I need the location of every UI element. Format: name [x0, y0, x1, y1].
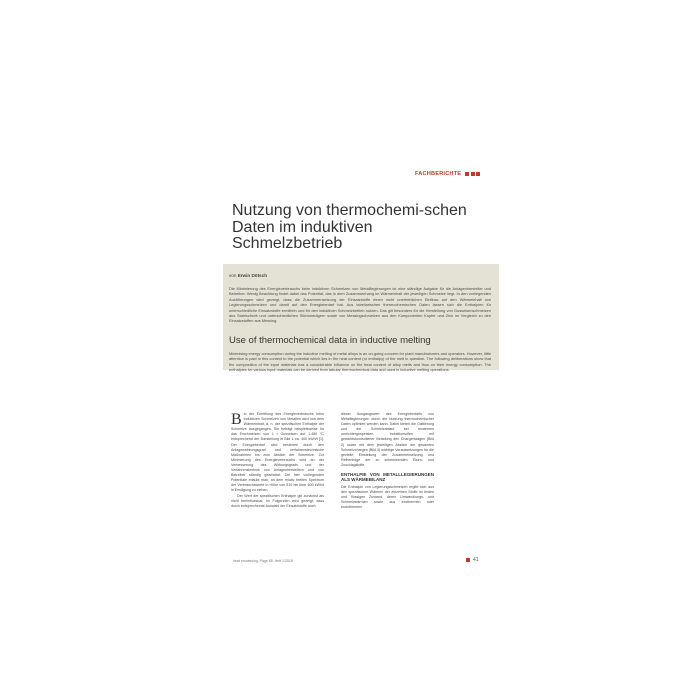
page-number: 41 [473, 557, 479, 563]
author-line [229, 273, 267, 278]
abstract-german: Die Minimierung des Energieverbrauchs beim induktiven Schmelzen von Metalllegierungen ist eine ständige Aufgabe für die Anlagenhersteller und Betreiber. Wenig Beachtung findet dabei das Potential, das in dem Zusammenhang im Wärmeinhalt der jeweiligen Schmelze liegt. In den vorliegenden Ausführungen wird gezeigt, dass die Zusammensetzung der Einsatzstoffe einen nicht unerheblichen Einfluss auf den Wärmeinhalt von Legierungsschmelzen und damit auf den Energiebedarf hat. Aus tabellarischen thermochemischen Daten lassen sich die Enthalpien für unterschiedliche Einsatzstoffe ermitteln und für den induktiven Schmelzbetrieb nutzen. Das gilt besonders für die Herstellung von Gusseisenschmelzen aus Stahlschrott und unterschiedlichen Siliziumträgern sowie von Messingschmelzen aus den Komponenten Kupfer und Zink im Vergleich zu den Einsatzstoffen aus Messing. [229, 286, 491, 324]
section-name: FACHBERICHTE [415, 171, 462, 177]
english-title: Use of thermochemical data in inductive melting [229, 335, 431, 346]
author-prefix: von [229, 273, 237, 278]
section-marker-icon [465, 172, 480, 176]
footer-publication: heat processing, Page 88, Heft 1/2018 [233, 559, 293, 563]
body-paragraph: Der Wert der spezifischen Enthalpie gilt zunächst als nicht beeinflussbar. Im Folgenden wird gezeigt, dass durch entsprechende Auswahl der Einsatzstoffe auch [231, 493, 324, 508]
author-name: Erwin Dötsch [237, 273, 268, 278]
journal-page [179, 152, 521, 563]
article-title: Nutzung von thermochemi-schen Daten im induktiven Schmelzbetrieb [232, 202, 467, 252]
abstract-english: Minimising energy consumption during the inductive melting of metal alloys is an on-going concern for plant manufacturers and operators. However, little attention is paid in this context to the potential which lies in the heat content (or enthalpy) of the melt in question. The following deliberations show that the composition of the input materials has a considerable influence on the heat content of alloy melts and thus on their energy consumption. The enthalpies for various input materials can be derived from tabular thermochemical data and used in inductive melting operations. [229, 351, 491, 373]
body-paragraph: Die Enthalpie von Legierungsschmelzen ergibt sich aus den spezifischen Wärmen der einzelnen Stoffe im festen und flüssigen Zustand, deren Umwandlungs- und Schmelzwärmen sowie aus exothermen oder endothermen [341, 484, 434, 510]
body-text: ei der Ermittlung des Energieverbrauchs beim induktiven Schmelzen von Metallen wird von dem Wärmeinhalt, d. h. der spezifischen Enthalpie der Schmelze ausgegangen. Sie beträgt beispielsweise für das Erschmelzen von 1 t Gusseisen auf 1.480 °C entsprechend der Darstellung in Bild 1 ca. 400 kWh/t [1]. Der Energiebedarf wird bestimmt durch den Anlagenwirkungsgrad und verfahrenstechnische Maßnahmen bis zum Abstich der Schmelze. Zur Minimierung des Energieverbrauchs wird an der Verbesserung des Wirkungsgrads und der Verfahrenstechnik von Anlagenherstellern und von Betreiber ständig gearbeitet. Die hier vorliegenden Potentiale erlaubt man, an dem relativ breiten Spektrum der Verbrauchswerte in Höhe von 510 bis über 600 kWh/t in Erwägung zu ziehen. [231, 412, 324, 493]
section-label [415, 171, 480, 177]
body-column-2 [341, 412, 434, 510]
page-marker-icon [466, 558, 470, 562]
drop-cap: B [231, 411, 242, 428]
body-column-1 [231, 412, 324, 509]
body-paragraph: dieser Ausgangswert des Energiebedarfs von Metalllegierungen durch die Nutzung thermochemischer Daten optimiert werden kann. Dabei bieten die Gattierung und der Schmelzablauf bei modernen umrichtergespeisten Induktionsöfen mit gewichtskontrollierter Beladung den Chargenwagen (Bild 2) sowie mit dem jeweiligen Abstich der gesamten Schmelzchargen (Bild 3) wichtige Voraussetzungen für die gezielte Einstellung der Zusammensetzung und Reihenfolge der zu schmelzenden Eisen- und Zuschlagstoffe. [341, 412, 434, 467]
section-subheading: ENTHALPIE VON METALLLEGIERUNGEN ALS WÄRMEBILANZ [341, 472, 434, 483]
body-paragraph [231, 412, 324, 494]
footer-page [466, 557, 479, 563]
abstract-box [223, 264, 499, 373]
